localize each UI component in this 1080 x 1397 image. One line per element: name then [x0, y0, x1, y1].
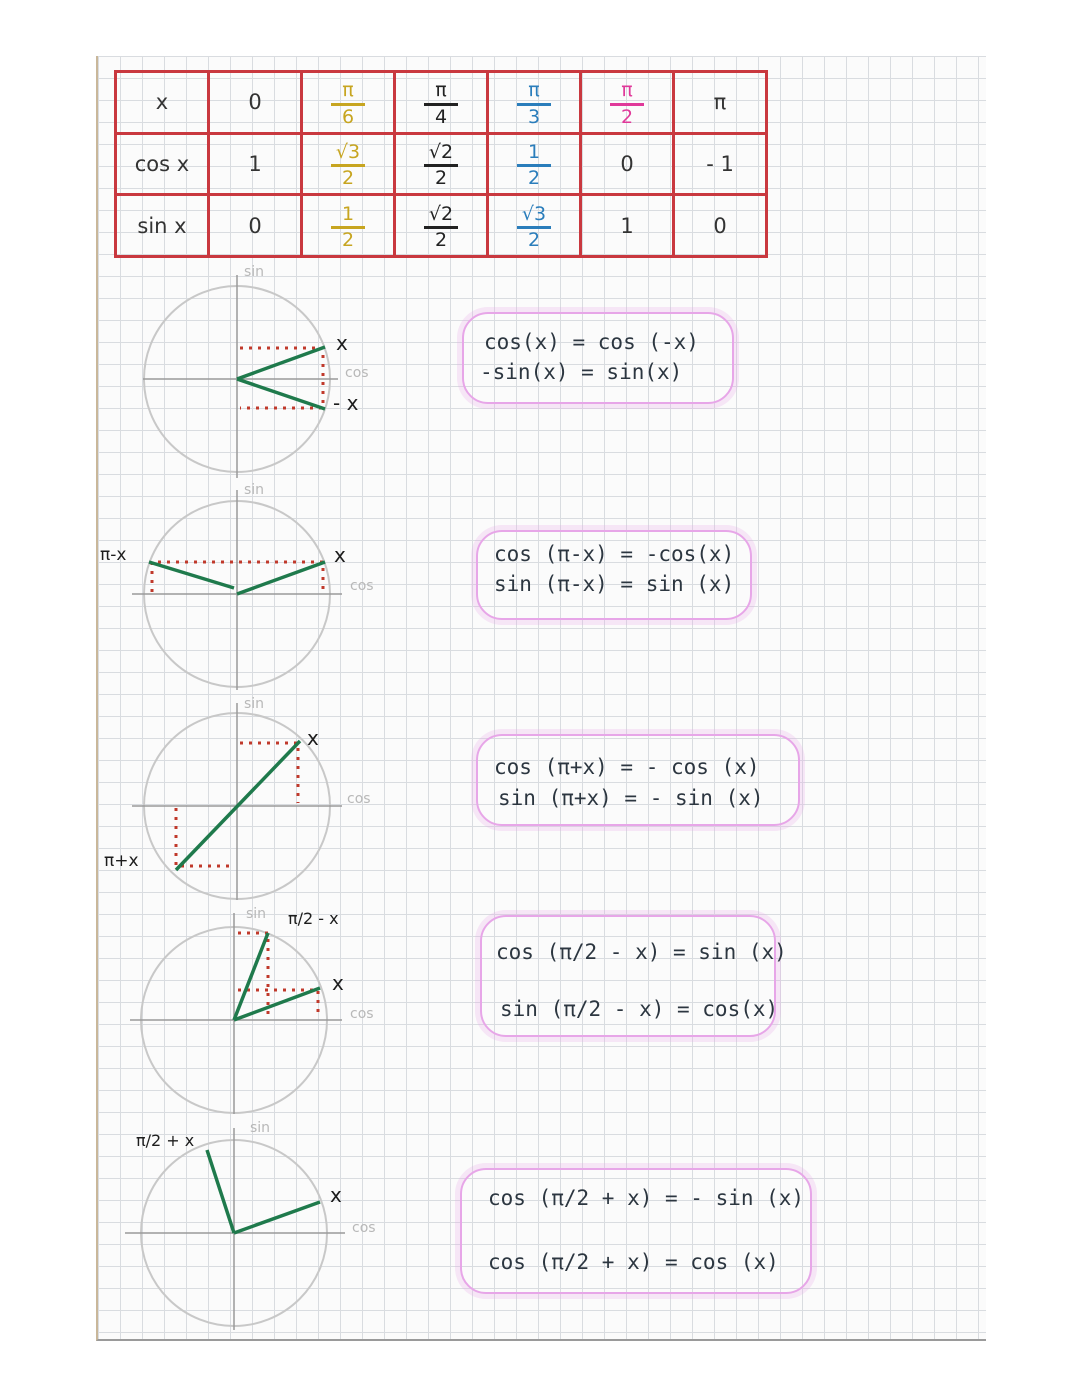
- sin-axis-label: sin: [250, 1120, 271, 1136]
- cell: 1: [581, 195, 674, 257]
- label-x: x: [334, 543, 346, 567]
- diagram-symmetric-x: [143, 264, 369, 478]
- diagram-pi-plus-x: [104, 696, 371, 900]
- label-minus-x: - x: [333, 391, 359, 415]
- formula-4-line-2: sin (π/2 - x) = cos(x): [500, 997, 779, 1021]
- diagram-half-pi-plus-x: [125, 1120, 376, 1330]
- angle-pi-minus-x-line: [149, 562, 234, 588]
- label-x: x: [336, 331, 348, 355]
- cell: $\frac{1}{2}$: [488, 133, 581, 195]
- cell: $\frac{\pi}{3}$: [488, 72, 581, 134]
- label-pi-plus-x: π+x: [104, 851, 139, 871]
- cell: 0: [209, 72, 302, 134]
- formula-5-line-2: cos (π/2 + x) = cos (x): [488, 1250, 779, 1274]
- cell: $\frac{\pi}{6}$: [302, 72, 395, 134]
- cell: 1: [209, 133, 302, 195]
- angle-x-line: [237, 562, 325, 594]
- row-label-sin: sin x: [116, 195, 209, 257]
- angle-half-pi-plus-x-line: [207, 1150, 234, 1233]
- cos-axis-label: cos: [347, 791, 371, 807]
- row-label-cos: cos x: [116, 133, 209, 195]
- label-x: x: [330, 1183, 342, 1207]
- formula-2-line-2: sin (π-x) = sin (x): [494, 572, 735, 596]
- formula-cloud-3: [476, 734, 800, 826]
- cell: $\frac{√2}{2}$: [395, 195, 488, 257]
- cos-axis-label: cos: [345, 365, 369, 381]
- angle-half-pi-minus-x-line: [234, 933, 268, 1020]
- cell: 0: [209, 195, 302, 257]
- row-label-x: x: [116, 72, 209, 134]
- diagram-pi-minus-x: [100, 482, 374, 690]
- cos-axis-label: cos: [350, 578, 374, 594]
- formula-5-line-1: cos (π/2 + x) = - sin (x): [488, 1186, 805, 1210]
- cell: - 1: [674, 133, 767, 195]
- label-half-pi-plus-x: π/2 + x: [136, 1131, 195, 1150]
- cell: 0: [581, 133, 674, 195]
- label-pi-minus-x: π-x: [100, 545, 127, 565]
- angle-x-line: [234, 988, 320, 1020]
- label-x: x: [332, 971, 344, 995]
- formula-1-line-1: cos(x) = cos (-x): [484, 330, 699, 354]
- cell: π: [674, 72, 767, 134]
- formula-3-line-1: cos (π+x) = - cos (x): [494, 755, 760, 779]
- cell: $\frac{√3}{2}$: [488, 195, 581, 257]
- formula-3-line-2: sin (π+x) = - sin (x): [498, 786, 764, 810]
- cell: $\frac{\pi}{4}$: [395, 72, 488, 134]
- cell: $\frac{√2}{2}$: [395, 133, 488, 195]
- cos-axis-label: cos: [350, 1006, 374, 1022]
- formula-2-line-1: cos (π-x) = -cos(x): [494, 542, 735, 566]
- cell: 0: [674, 195, 767, 257]
- label-x: x: [307, 726, 319, 750]
- cell: $\frac{1}{2}$: [302, 195, 395, 257]
- sin-axis-label: sin: [244, 696, 265, 712]
- sin-axis-label: sin: [246, 906, 267, 922]
- projection-lines: [240, 348, 323, 408]
- angle-minus-x-line: [237, 379, 325, 409]
- formula-4-line-1: cos (π/2 - x) = sin (x): [496, 940, 787, 964]
- formula-cloud-1: [462, 312, 734, 404]
- angle-x-line: [234, 1202, 320, 1233]
- formula-1-line-2: -sin(x) = sin(x): [480, 360, 683, 384]
- cell: $\frac{√3}{2}$: [302, 133, 395, 195]
- angle-x-line: [237, 347, 325, 379]
- diagram-half-pi-minus-x: [130, 906, 374, 1114]
- sin-axis-label: sin: [244, 482, 265, 498]
- sin-axis-label: sin: [244, 264, 265, 280]
- cos-axis-label: cos: [352, 1220, 376, 1236]
- cell: $\frac{\pi}{2}$: [581, 72, 674, 134]
- label-half-pi-minus-x: π/2 - x: [288, 909, 339, 928]
